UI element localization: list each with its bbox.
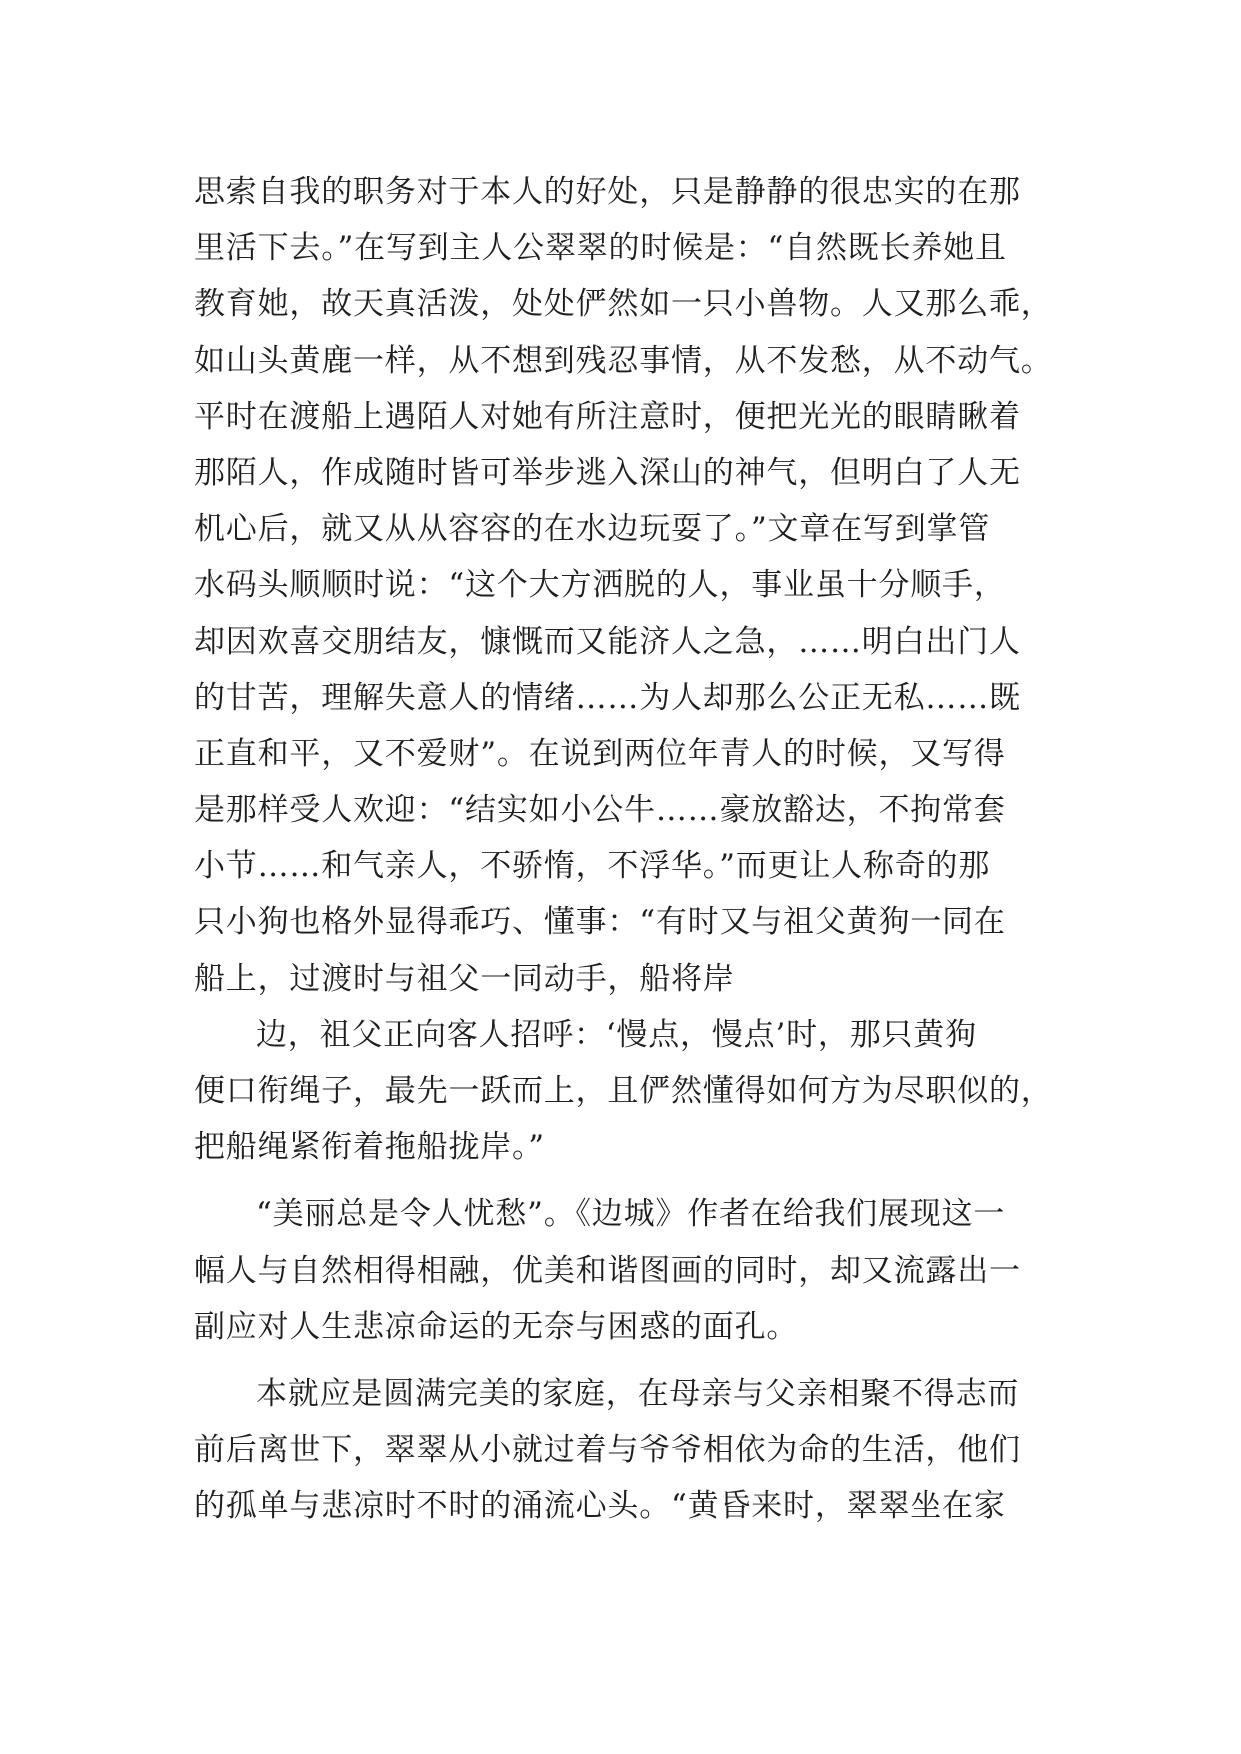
text-line: 是那样受人欢迎：“结实如小公牛……豪放豁达，不拘常套: [194, 792, 1006, 829]
text-line: 平时在渡船上遇陌人对她有所注意时，便把光光的眼睛瞅着: [194, 398, 1021, 435]
text-line: 如山头黄鹿一样，从不想到残忍事情，从不发愁，从不动气。: [194, 342, 1053, 379]
text-line: 的孤单与悲凉时不时的涌流心头。“黄昏来时，翠翠坐在家: [194, 1488, 1006, 1525]
paragraph-first-line: 本就应是圆满完美的家庭，在母亲与父亲相聚不得志而: [256, 1375, 1020, 1412]
text-line: 前后离世下，翠翠从小就过着与爷爷相依为命的生活，他们: [194, 1432, 1021, 1469]
paragraph-first-line: “美丽总是令人忧愁”。《边城》作者在给我们展现这一: [256, 1196, 1006, 1233]
text-line: 把船绳紧衔着拖船拢岸。”: [194, 1129, 545, 1166]
text-line: 正直和平，又不爱财”。在说到两位年青人的时候，又写得: [194, 735, 1006, 772]
text-line: 幅人与自然相得相融，优美和谐图画的同时，却又流露出一: [194, 1252, 1021, 1289]
paragraph-first-line: 边，祖父正向客人招呼：‘慢点，慢点’时，那只黄狗: [256, 1016, 977, 1053]
text-line: 的甘苦，理解失意人的情绪……为人却那么公正无私……既: [194, 679, 1021, 716]
text-line: 便口衔绳子，最先一跃而上，且俨然懂得如何方为尽职似的，: [194, 1073, 1053, 1109]
text-line: 机心后，就又从从容容的在水边玩耍了。”文章在写到掌管: [194, 511, 991, 548]
text-line: 水码头顺顺时说：“这个大方洒脱的人，事业虽十分顺手，: [194, 567, 1006, 604]
document-body: [194, 164, 1074, 1535]
text-line: 小节……和气亲人，不骄惰，不浮华。”而更让人称奇的那: [194, 848, 991, 885]
text-line: 教育她，故天真活泼，处处俨然如一只小兽物。人又那么乖，: [194, 286, 1053, 323]
text-line: 副应对人生悲凉命运的无奈与困惑的面孔。: [194, 1308, 799, 1345]
text-line: 里活下去。”在写到主人公翠翠的时候是：“自然既长养她且: [194, 230, 1007, 267]
text-line: 却因欢喜交朋结友，慷慨而又能济人之急，……明白出门人: [194, 623, 1021, 660]
text-line: 只小狗也格外显得乖巧、懂事：“有时又与祖父黄狗一同在: [194, 904, 1006, 941]
text-line: 船上，过渡时与祖父一同动手，船将岸: [194, 960, 735, 997]
text-line: 思索自我的职务对于本人的好处，只是静静的很忠实的在那: [194, 174, 1021, 210]
text-line: 那陌人，作成随时皆可举步逃入深山的神气，但明白了人无: [194, 454, 1021, 491]
